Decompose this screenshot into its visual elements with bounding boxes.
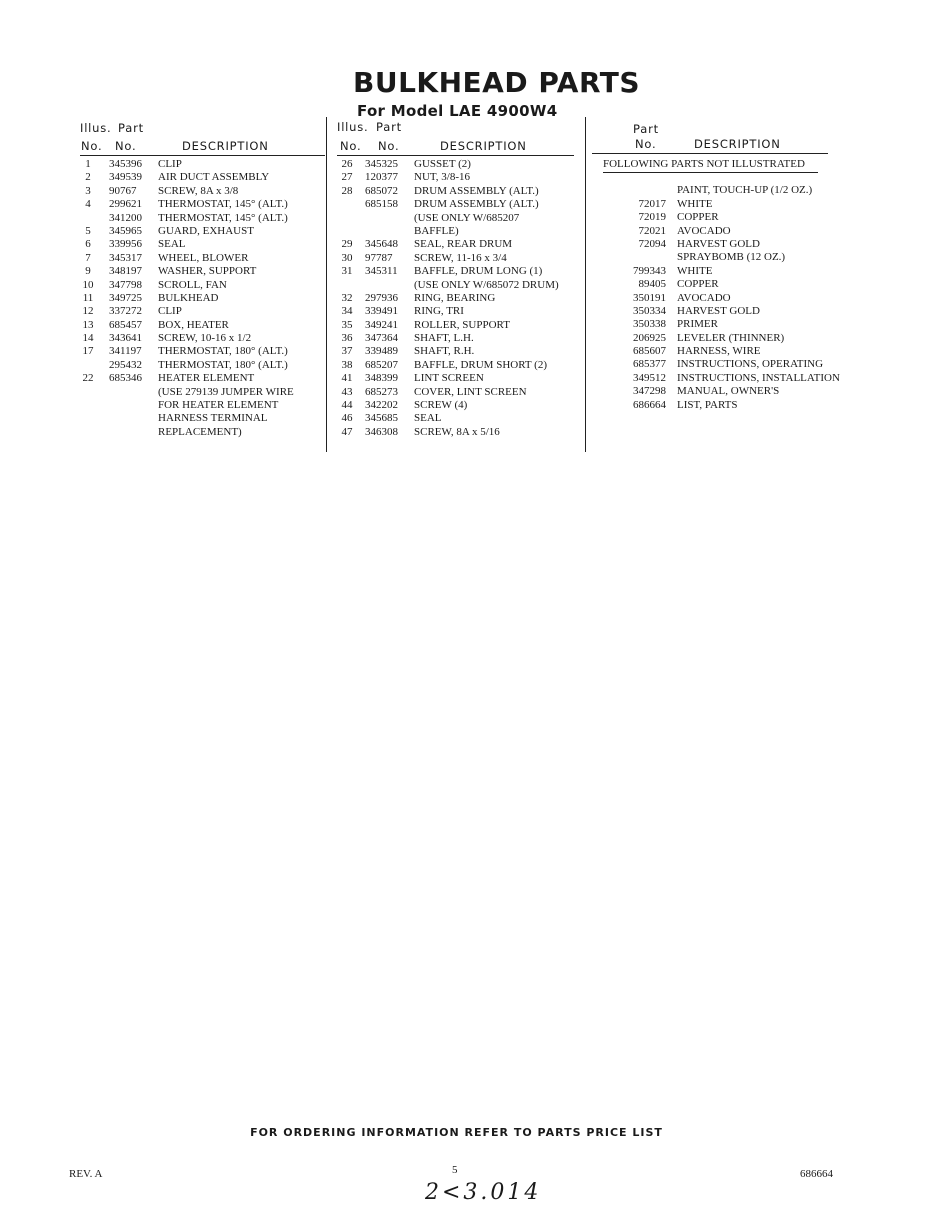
illus-number: 28	[341, 184, 353, 197]
illus-number: 41	[341, 372, 353, 385]
illus-number: 2	[85, 171, 91, 184]
col1-header-rule	[80, 155, 325, 156]
part-description: HARVEST GOLD	[677, 237, 760, 250]
part-number: 72019	[638, 211, 666, 224]
model-subtitle: For Model LAE 4900W4	[357, 102, 558, 120]
part-description: BAFFLE)	[414, 224, 459, 237]
col1-description-header: DESCRIPTION	[182, 139, 269, 153]
column-divider-left	[326, 117, 327, 452]
part-description: SCREW, 8A x 3/8	[158, 184, 239, 197]
ordering-info-note: FOR ORDERING INFORMATION REFER TO PARTS PRICE LIST	[250, 1126, 663, 1139]
part-description: WHITE	[677, 264, 713, 277]
illus-number: 29	[341, 238, 353, 251]
part-number: 349241	[365, 318, 398, 331]
table-row	[337, 332, 577, 345]
table-row	[337, 412, 577, 425]
part-description: AVOCADO	[677, 224, 731, 237]
table-row	[337, 345, 577, 358]
part-description: BULKHEAD	[158, 291, 219, 304]
parts-table-col3	[610, 171, 870, 412]
part-description: LIST, PARTS	[677, 398, 738, 411]
part-description: RING, BEARING	[414, 291, 496, 304]
part-description: COVER, LINT SCREEN	[414, 385, 527, 398]
part-description: HEATER ELEMENT	[158, 372, 255, 385]
part-description: WHEEL, BLOWER	[158, 251, 249, 264]
part-number: 345685	[365, 412, 398, 425]
part-number: 339491	[365, 305, 398, 318]
table-row	[610, 278, 870, 291]
illus-number: 27	[341, 171, 353, 184]
illus-number: 4	[85, 198, 91, 211]
part-description: (USE ONLY W/685072 DRUM)	[414, 278, 559, 291]
table-row	[80, 305, 325, 318]
col3-header-rule	[592, 153, 828, 154]
table-row	[337, 305, 577, 318]
part-number: 685072	[365, 184, 398, 197]
part-number: 97787	[365, 251, 393, 264]
part-description: COPPER	[677, 278, 719, 291]
part-description: THERMOSTAT, 180° (ALT.)	[158, 345, 288, 358]
table-row	[80, 171, 325, 184]
table-row	[337, 426, 577, 439]
part-description: BOX, HEATER	[158, 318, 229, 331]
part-number: 347798	[109, 278, 142, 291]
part-description: SEAL, REAR DRUM	[414, 238, 513, 251]
part-description: THERMOSTAT, 145° (ALT.)	[158, 198, 288, 211]
table-row	[80, 412, 325, 425]
part-number: 297936	[365, 291, 398, 304]
col2-illus-no-header: No.	[340, 139, 362, 153]
part-description: NUT, 3/8-16	[414, 171, 471, 184]
handwritten-note: 2<3.014	[425, 1180, 542, 1205]
part-description: AVOCADO	[677, 291, 731, 304]
part-number: 686664	[633, 398, 666, 411]
col2-illus-header: Illus.	[337, 120, 369, 134]
table-row	[337, 359, 577, 372]
col1-illus-header: Illus.	[80, 121, 112, 135]
illus-number: 38	[341, 358, 353, 371]
col1-part-header: Part	[118, 121, 144, 135]
part-description: CLIP	[158, 158, 182, 170]
part-number: 295432	[109, 358, 142, 371]
part-description: CLIP	[158, 305, 182, 318]
part-number: 72021	[638, 224, 666, 237]
part-number: 339489	[365, 345, 398, 358]
illus-number: 14	[82, 332, 94, 345]
table-row	[80, 185, 325, 198]
table-row	[80, 279, 325, 292]
part-number: 685377	[633, 358, 666, 371]
table-row	[337, 279, 577, 292]
part-description: BAFFLE, DRUM LONG (1)	[414, 265, 543, 278]
part-number: 72017	[638, 197, 666, 210]
table-row	[337, 399, 577, 412]
col2-part-no-header: No.	[378, 139, 400, 153]
part-description: LEVELER (THINNER)	[677, 331, 785, 344]
part-number: 120377	[365, 171, 398, 184]
part-description: INSTRUCTIONS, OPERATING	[677, 358, 824, 371]
illus-number: 6	[85, 238, 91, 251]
table-row	[337, 319, 577, 332]
part-number: 349539	[109, 171, 142, 184]
table-row	[337, 198, 577, 211]
part-number: 685346	[109, 372, 142, 385]
not-illustrated-heading: FOLLOWING PARTS NOT ILLUSTRATED	[603, 158, 805, 170]
col3-part-no-header: No.	[635, 137, 657, 151]
part-number: 347364	[365, 332, 398, 345]
part-number: 345965	[109, 224, 142, 237]
page-number: 5	[452, 1164, 458, 1176]
illus-number: 30	[341, 251, 353, 264]
table-row	[337, 212, 577, 225]
part-number: 350334	[633, 304, 666, 317]
part-description: PRIMER	[677, 318, 718, 331]
part-description: WHITE	[677, 197, 713, 210]
illus-number: 7	[85, 251, 91, 264]
part-description: PAINT, TOUCH-UP (1/2 OZ.)	[677, 184, 813, 197]
part-number: 343641	[109, 332, 142, 345]
part-number: 685607	[633, 345, 666, 358]
illus-number: 44	[341, 399, 353, 412]
part-number: 685207	[365, 358, 398, 371]
table-row	[610, 385, 870, 398]
illus-number: 37	[341, 345, 353, 358]
table-row	[80, 426, 325, 439]
part-number: 72094	[638, 237, 666, 250]
table-row	[337, 185, 577, 198]
table-row	[610, 372, 870, 385]
part-description: REPLACEMENT)	[158, 425, 242, 438]
part-number: 337272	[109, 305, 142, 318]
table-row	[610, 399, 870, 412]
illus-number: 22	[82, 372, 94, 385]
table-row	[80, 319, 325, 332]
illus-number: 47	[341, 425, 353, 438]
part-description: FOR HEATER ELEMENT	[158, 399, 279, 412]
part-description: DRUM ASSEMBLY (ALT.)	[414, 198, 539, 211]
table-row	[610, 345, 870, 358]
part-number: 206925	[633, 331, 666, 344]
table-row	[610, 225, 870, 238]
col1-part-no-header: No.	[115, 139, 137, 153]
table-row	[80, 238, 325, 251]
illus-number: 46	[341, 412, 353, 425]
part-description: HARNESS TERMINAL	[158, 412, 268, 425]
table-row	[610, 318, 870, 331]
part-number: 345325	[365, 158, 398, 170]
part-description: BAFFLE, DRUM SHORT (2)	[414, 358, 547, 371]
part-description: ROLLER, SUPPORT	[414, 318, 510, 331]
part-number: 347298	[633, 385, 666, 398]
table-row	[80, 292, 325, 305]
parts-table-col2	[337, 158, 577, 439]
table-row	[610, 238, 870, 251]
illus-number: 9	[85, 265, 91, 278]
part-description: SHAFT, R.H.	[414, 345, 475, 358]
table-row	[610, 305, 870, 318]
part-description: INSTRUCTIONS, INSTALLATION	[677, 371, 840, 384]
illus-number: 26	[341, 158, 353, 170]
part-description: SCREW, 11-16 x 3/4	[414, 251, 507, 264]
part-description: THERMOSTAT, 180° (ALT.)	[158, 358, 288, 371]
table-row	[80, 158, 325, 171]
part-description: DRUM ASSEMBLY (ALT.)	[414, 184, 539, 197]
part-number: 685158	[365, 198, 398, 211]
col2-part-header: Part	[376, 120, 402, 134]
table-row	[80, 332, 325, 345]
table-row	[80, 386, 325, 399]
col3-part-header: Part	[633, 122, 659, 136]
table-row	[337, 386, 577, 399]
part-description: SHAFT, L.H.	[414, 332, 474, 345]
col3-description-header: DESCRIPTION	[694, 137, 781, 151]
illus-number: 36	[341, 332, 353, 345]
illus-number: 43	[341, 385, 353, 398]
illus-number: 34	[341, 305, 353, 318]
part-description: HARNESS, WIRE	[677, 345, 761, 358]
illus-number: 10	[82, 278, 94, 291]
table-row	[80, 345, 325, 358]
part-number: 350191	[633, 291, 666, 304]
illus-number: 32	[341, 291, 353, 304]
part-description: GUSSET (2)	[414, 158, 471, 170]
illus-number: 3	[85, 184, 91, 197]
table-row	[610, 211, 870, 224]
illus-number: 31	[341, 265, 353, 278]
table-row	[610, 184, 870, 197]
table-row	[610, 251, 870, 264]
table-row	[80, 265, 325, 278]
part-number: 345311	[365, 265, 398, 278]
col2-description-header: DESCRIPTION	[440, 139, 527, 153]
part-description: (USE ONLY W/685207	[414, 211, 520, 224]
table-row	[80, 198, 325, 211]
table-row	[337, 171, 577, 184]
part-description: WASHER, SUPPORT	[158, 265, 257, 278]
parts-table-col1	[80, 158, 325, 439]
revision-label: REV. A	[69, 1168, 103, 1180]
table-row	[610, 198, 870, 211]
part-number: 348197	[109, 265, 142, 278]
column-divider-right	[585, 117, 586, 452]
part-number: 685273	[365, 385, 398, 398]
part-description: MANUAL, OWNER'S	[677, 385, 780, 398]
illus-number: 35	[341, 318, 353, 331]
part-number: 90767	[109, 184, 137, 197]
part-description: LINT SCREEN	[414, 372, 484, 385]
illus-number: 13	[82, 318, 94, 331]
part-number: 345648	[365, 238, 398, 251]
part-description: SCREW, 8A x 5/16	[414, 425, 500, 438]
illus-number: 1	[85, 158, 91, 170]
table-row	[610, 171, 870, 184]
table-row	[80, 359, 325, 372]
part-description: AIR DUCT ASSEMBLY	[158, 171, 270, 184]
illus-number: 17	[82, 345, 94, 358]
table-row	[610, 292, 870, 305]
table-row	[337, 265, 577, 278]
page-title: BULKHEAD PARTS	[352, 66, 641, 99]
part-description: SPRAYBOMB (12 OZ.)	[677, 251, 786, 264]
col1-illus-no-header: No.	[81, 139, 103, 153]
illus-number: 5	[85, 224, 91, 237]
part-description: SEAL	[414, 412, 442, 425]
table-row	[80, 252, 325, 265]
part-description: SEAL	[158, 238, 186, 251]
table-row	[610, 332, 870, 345]
part-description: SCREW, 10-16 x 1/2	[158, 332, 252, 345]
illus-number: 12	[82, 305, 94, 318]
part-number: 339956	[109, 238, 142, 251]
part-number: 345396	[109, 158, 142, 170]
document-number: 686664	[800, 1168, 833, 1180]
part-number: 341197	[109, 345, 142, 358]
table-row	[337, 292, 577, 305]
part-number: 349512	[633, 371, 666, 384]
table-row	[610, 265, 870, 278]
part-number: 685457	[109, 318, 142, 331]
part-number: 341200	[109, 211, 142, 224]
table-row	[337, 372, 577, 385]
part-number: 348399	[365, 372, 398, 385]
table-row	[337, 252, 577, 265]
table-row	[337, 225, 577, 238]
part-description: SCREW (4)	[414, 399, 468, 412]
table-row	[80, 212, 325, 225]
part-number: 342202	[365, 399, 398, 412]
part-description: SCROLL, FAN	[158, 278, 227, 291]
part-description: THERMOSTAT, 145° (ALT.)	[158, 211, 288, 224]
col2-header-rule	[337, 155, 574, 156]
illus-number: 11	[82, 291, 94, 304]
part-description: GUARD, EXHAUST	[158, 224, 254, 237]
part-description: COPPER	[677, 211, 719, 224]
part-description: RING, TRI	[414, 305, 464, 318]
part-description: (USE 279139 JUMPER WIRE	[158, 385, 294, 398]
table-row	[337, 238, 577, 251]
part-number: 350338	[633, 318, 666, 331]
part-number: 345317	[109, 251, 142, 264]
table-row	[80, 399, 325, 412]
part-description: HARVEST GOLD	[677, 304, 760, 317]
table-row	[337, 158, 577, 171]
part-number: 346308	[365, 425, 398, 438]
part-number: 349725	[109, 291, 142, 304]
table-row	[80, 225, 325, 238]
table-row	[80, 372, 325, 385]
part-number: 299621	[109, 198, 142, 211]
part-number: 89405	[638, 278, 666, 291]
table-row	[610, 358, 870, 371]
part-number: 799343	[633, 264, 666, 277]
